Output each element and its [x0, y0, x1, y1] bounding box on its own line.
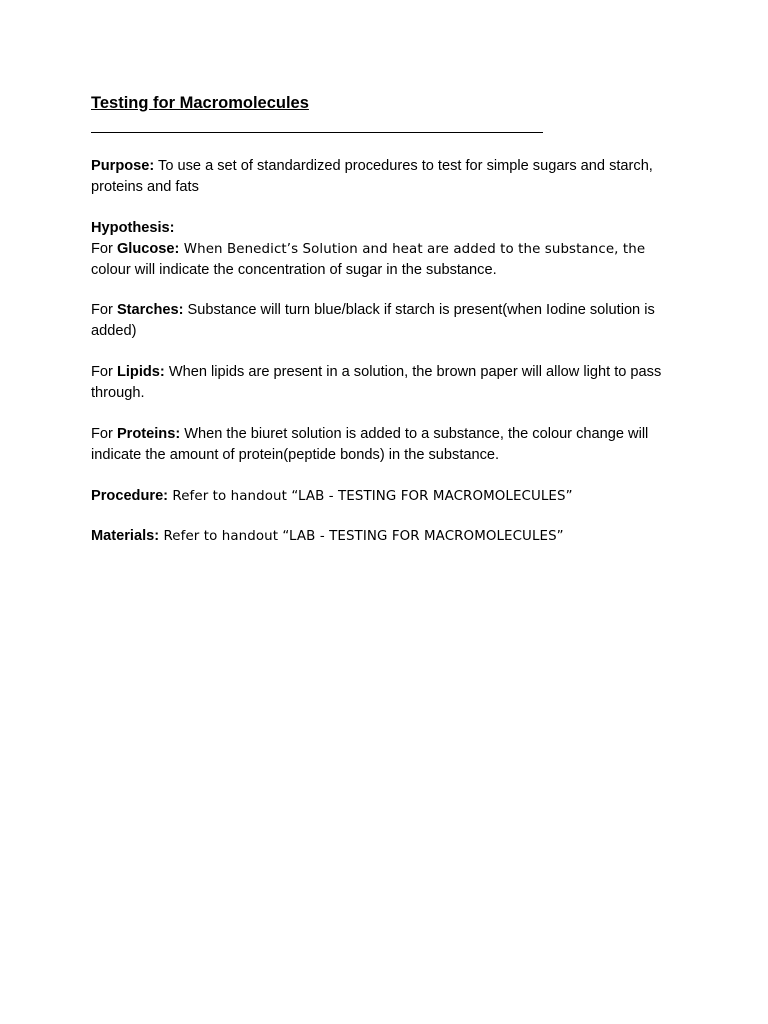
- starches-paragraph: [91, 300, 681, 341]
- starches-prefix: For: [91, 302, 117, 318]
- lipids-label: Lipids:: [116, 364, 165, 380]
- purpose-text: To use a set of standardized procedures to test for simple sugars and starch, proteins and fats: [91, 158, 653, 195]
- procedure-text: Refer to handout “LAB - TESTING FOR MACROMOLECULES”: [168, 489, 573, 504]
- materials-label: Materials:: [91, 528, 160, 544]
- materials-text: Refer to handout “LAB - TESTING FOR MACROMOLECULES”: [159, 529, 564, 544]
- proteins-text: When the biuret solution is added to a substance, the colour change will indicate the amount of protein(peptide bonds) in the substance.: [91, 426, 649, 463]
- purpose-label: Purpose:: [91, 158, 155, 174]
- glucose-text-first-line: When Benedict’s Solution and heat are added to the substance, the: [179, 241, 646, 257]
- title-underline-rule: [91, 132, 543, 133]
- hypothesis-paragraph: [91, 218, 681, 281]
- procedure-label: Procedure:: [91, 488, 169, 504]
- document-title: Testing for Macromolecules: [91, 94, 309, 112]
- starches-text: Substance will turn blue/black if starch is present(when Iodine solution is added): [91, 302, 655, 339]
- proteins-paragraph: [91, 424, 681, 465]
- starches-label: Starches:: [116, 302, 184, 318]
- lipids-text: When lipids are present in a solution, the brown paper will allow light to pass through.: [91, 364, 662, 401]
- procedure-paragraph: [91, 486, 681, 508]
- hypothesis-label: Hypothesis:: [91, 220, 175, 236]
- glucose-prefix: For: [91, 240, 117, 257]
- proteins-prefix: For: [91, 426, 117, 442]
- lipids-prefix: For: [91, 364, 117, 380]
- glucose-label: Glucose:: [116, 240, 180, 257]
- materials-paragraph: [91, 526, 681, 548]
- purpose-paragraph: [91, 156, 681, 197]
- glucose-text: colour will indicate the concentration of sugar in the substance.: [91, 262, 497, 279]
- proteins-label: Proteins:: [116, 426, 181, 442]
- lipids-paragraph: [91, 362, 681, 403]
